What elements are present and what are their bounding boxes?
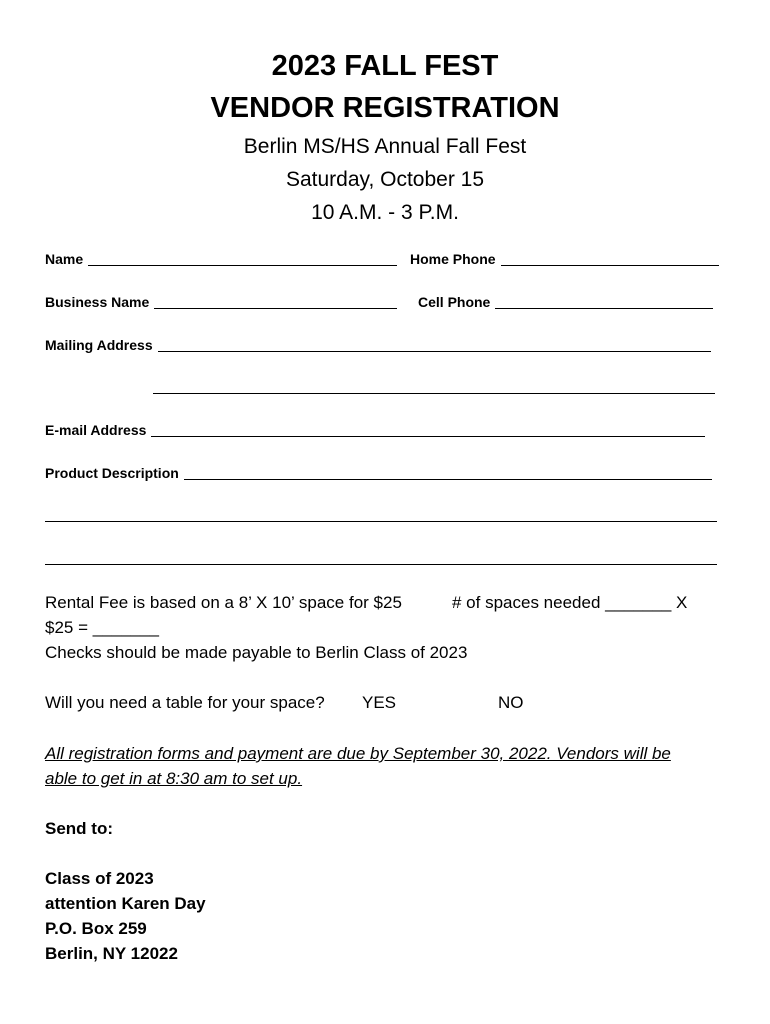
email-field[interactable] bbox=[45, 420, 705, 440]
mailing-line-1: Class of 2023 bbox=[45, 869, 154, 888]
spaces-needed-text: # of spaces needed _______ X bbox=[452, 593, 688, 612]
total-text: $25 = _______ bbox=[45, 618, 159, 637]
title-line-1: 2023 FALL FEST bbox=[271, 50, 499, 82]
product-description-input-line[interactable] bbox=[184, 478, 712, 480]
mailing-address-line-2[interactable] bbox=[153, 393, 715, 394]
cell-phone-input-line[interactable] bbox=[495, 307, 713, 309]
product-description-field[interactable] bbox=[45, 463, 712, 483]
email-input-line[interactable] bbox=[151, 435, 705, 437]
table-question: Will you need a table for your space? bbox=[45, 693, 325, 712]
mailing-address-label: Mailing Address bbox=[45, 337, 153, 353]
home-phone-input-line[interactable] bbox=[501, 264, 719, 266]
rental-fee-text: Rental Fee is based on a 8’ X 10’ space for $25 bbox=[45, 593, 402, 612]
event-time: 10 A.M. - 3 P.M. bbox=[311, 201, 459, 224]
mailing-line-3: P.O. Box 259 bbox=[45, 919, 147, 938]
deadline-notice-line-2: able to get in at 8:30 am to set up. bbox=[45, 769, 303, 788]
title-line-2: VENDOR REGISTRATION bbox=[210, 92, 560, 124]
mailing-address-field[interactable] bbox=[45, 335, 711, 355]
table-yes-option[interactable]: YES bbox=[362, 693, 397, 712]
cell-phone-field[interactable] bbox=[418, 292, 713, 312]
home-phone-label: Home Phone bbox=[410, 251, 496, 267]
name-field[interactable] bbox=[45, 249, 397, 269]
event-name: Berlin MS/HS Annual Fall Fest bbox=[243, 135, 527, 158]
mailing-address-input-line[interactable] bbox=[158, 350, 711, 352]
deadline-notice-line-1: All registration forms and payment are due by September 30, 2022. Vendors will be bbox=[45, 744, 671, 763]
product-description-line-2[interactable] bbox=[45, 521, 717, 522]
event-date: Saturday, October 15 bbox=[285, 168, 485, 191]
checks-payable-text: Checks should be made payable to Berlin Class of 2023 bbox=[45, 643, 468, 662]
table-no-option[interactable]: NO bbox=[498, 693, 524, 712]
business-name-input-line[interactable] bbox=[154, 307, 397, 309]
home-phone-field[interactable] bbox=[410, 249, 719, 269]
product-description-line-3[interactable] bbox=[45, 564, 717, 565]
name-label: Name bbox=[45, 251, 84, 267]
send-to-label: Send to: bbox=[45, 819, 113, 838]
email-label: E-mail Address bbox=[45, 422, 147, 438]
name-input-line[interactable] bbox=[88, 264, 397, 266]
mailing-line-4: Berlin, NY 12022 bbox=[45, 944, 178, 963]
business-name-label: Business Name bbox=[45, 294, 150, 310]
product-description-label: Product Description bbox=[45, 465, 179, 481]
cell-phone-label: Cell Phone bbox=[418, 294, 491, 310]
business-name-field[interactable] bbox=[45, 292, 397, 312]
mailing-line-2: attention Karen Day bbox=[45, 894, 206, 913]
